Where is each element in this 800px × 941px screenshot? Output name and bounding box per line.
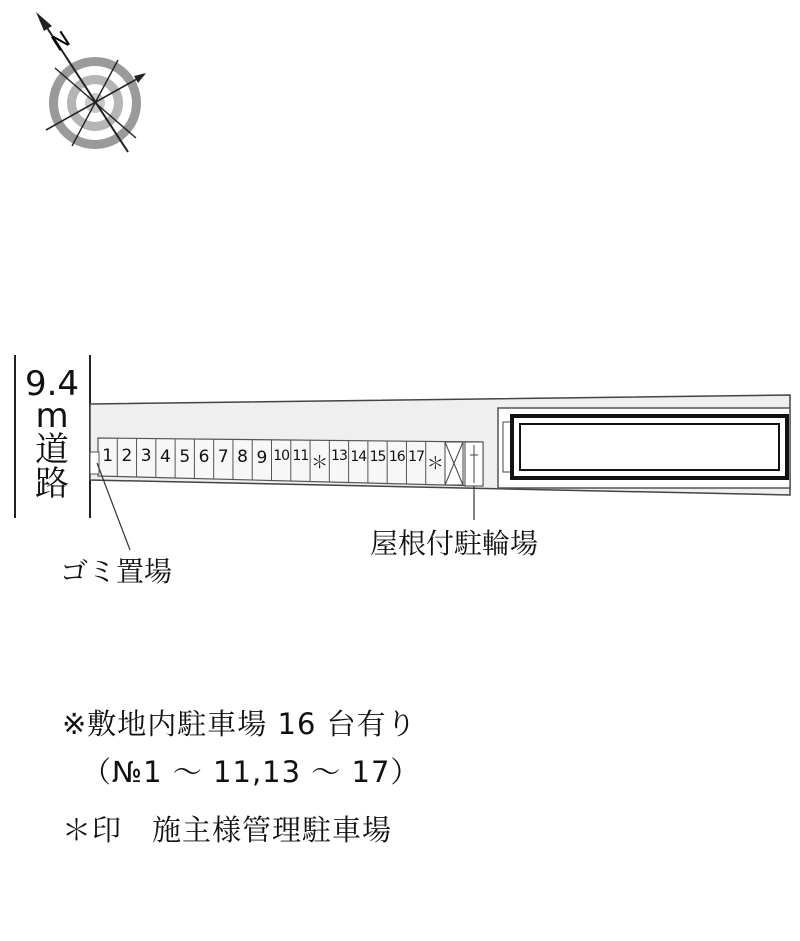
parking-space-number: 16 (388, 449, 405, 465)
parking-space-number: 10 (273, 447, 290, 464)
parking-space-number: 7 (217, 447, 229, 468)
garbage-label: ゴミ置場 (60, 555, 173, 588)
parking-space-number: 11 (292, 448, 309, 464)
parking-space-number: 6 (198, 447, 210, 467)
road-width-unit: m (35, 396, 69, 436)
parking-space-number: 8 (237, 447, 248, 468)
building (498, 408, 790, 488)
north-label: N (47, 27, 76, 58)
note-owner-managed: ＊印 施主様管理駐車場 (62, 813, 393, 847)
road-label-2: 路 (35, 464, 69, 504)
parking-space-number: 14 (350, 448, 367, 465)
parking-space-number: 5 (179, 446, 191, 467)
parking-space-number: 9 (256, 447, 268, 468)
parking-space-number: ＊ (426, 454, 444, 475)
road-width-value: 9.4 (24, 364, 80, 404)
parking-space-number: 1 (102, 446, 114, 466)
parking-space-number: 15 (369, 448, 386, 465)
parking-space-number: 4 (160, 446, 171, 467)
bicycle-parking-label: 屋根付駐輪場 (370, 527, 539, 560)
parking-space-number: 17 (408, 449, 424, 466)
parking-space-number: ＊ (311, 453, 329, 474)
road-label-1: 道 (35, 430, 69, 470)
parking-space-number: 3 (140, 446, 152, 467)
parking-space-number: 2 (121, 446, 133, 467)
note-parking-count: ※敷地内駐車場 16 台有り (62, 707, 417, 741)
note-space-range: （№1 ～ 11,13 ～ 17） (82, 755, 421, 789)
parking-space-number: 13 (331, 448, 347, 465)
